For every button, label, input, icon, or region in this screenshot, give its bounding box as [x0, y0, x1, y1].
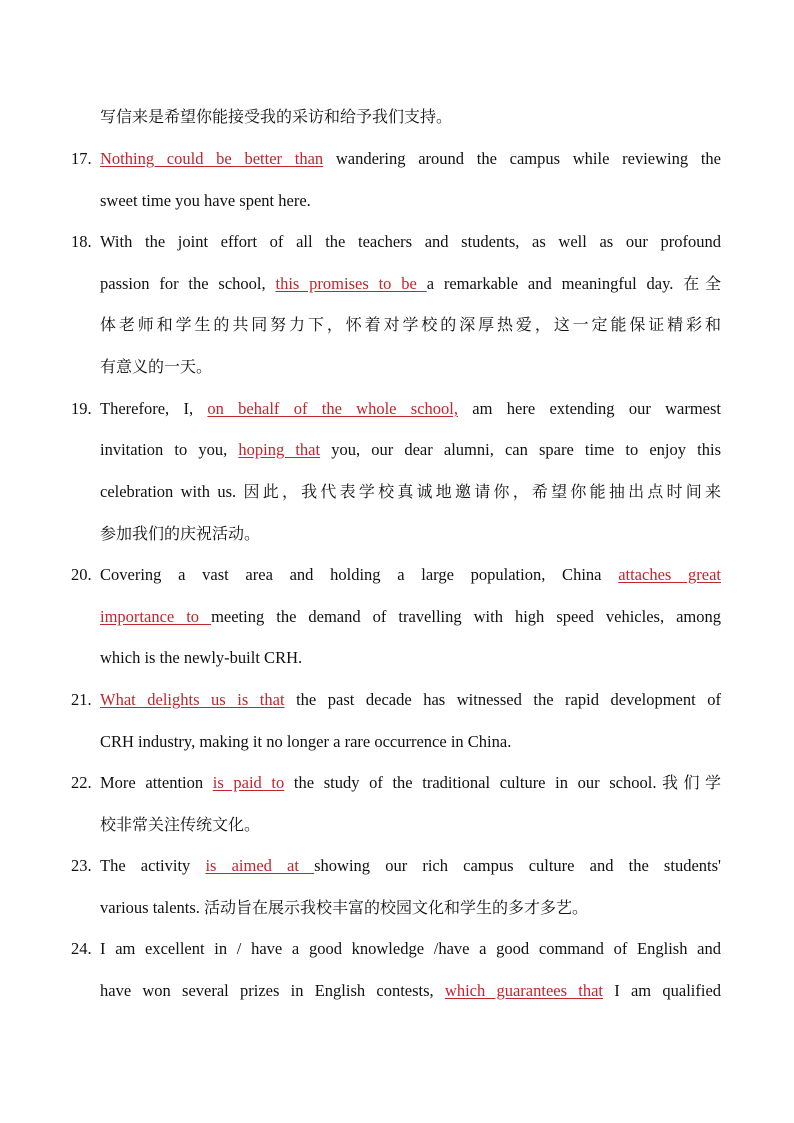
text-line — [100, 978, 721, 1004]
text-segment: you, our dear alumni, can spare time to enjoy this — [320, 440, 721, 459]
text-segment: With the joint effort of all the teachers and students, as well as our profound — [100, 232, 721, 251]
text-segment: the study of the traditional culture in our school. — [284, 773, 657, 792]
text-line — [100, 479, 721, 505]
text-line — [100, 437, 721, 463]
chinese-translation: 有意义的一天。 — [100, 357, 213, 376]
text-line — [100, 812, 721, 838]
highlighted-phrase: which guarantees that — [444, 981, 603, 1000]
text-segment: More attention — [100, 773, 213, 792]
item-number: 23. — [71, 856, 92, 875]
chinese-translation: 我们学 — [656, 773, 721, 792]
text-segment: celebration with us. — [100, 482, 244, 501]
text-line — [100, 645, 721, 671]
item-number: 17. — [71, 149, 92, 168]
text-segment: I am excellent in / have a good knowledge /have a good command of English and — [100, 939, 721, 958]
text-segment: wandering around the campus while reviewing the — [323, 149, 721, 168]
text-line — [100, 188, 721, 214]
text-line — [100, 146, 721, 172]
text-segment: The activity — [100, 856, 206, 875]
text-line — [100, 895, 721, 921]
text-segment: showing our rich campus culture and the students' — [314, 856, 721, 875]
text-line — [100, 770, 721, 796]
highlighted-phrase: attaches great — [618, 565, 722, 584]
highlighted-phrase: is paid to — [212, 773, 285, 792]
text-line — [100, 229, 721, 255]
text-line — [100, 354, 721, 380]
text-line — [100, 104, 721, 130]
text-segment: meeting the demand of travelling with high speed vehicles, among — [211, 607, 721, 626]
text-line — [100, 687, 721, 713]
highlighted-phrase: is aimed at — [205, 856, 315, 875]
text-segment: sweet time you have spent here. — [100, 191, 311, 210]
chinese-translation: 体老师和学生的共同努力下，怀着对学校的深厚热爱，这一定能保证精彩和 — [100, 315, 721, 334]
item-number: 22. — [71, 773, 92, 792]
highlighted-phrase: What delights us is that — [100, 690, 285, 709]
text-line — [100, 562, 721, 588]
item-number: 24. — [71, 939, 92, 958]
highlighted-phrase: on behalf of the whole school, — [207, 399, 459, 418]
chinese-translation: 写信来是希望你能接受我的采访和给予我们支持。 — [100, 107, 453, 126]
highlighted-phrase: hoping that — [238, 440, 321, 459]
text-line — [100, 312, 721, 338]
text-line — [100, 521, 721, 547]
text-segment: a remarkable and meaningful day. — [426, 274, 684, 293]
text-segment: the past decade has witnessed the rapid development of — [284, 690, 721, 709]
text-segment: invitation to you, — [100, 440, 239, 459]
text-segment: I am qualified — [603, 981, 722, 1000]
highlighted-phrase: Nothing could be better than — [100, 149, 324, 168]
chinese-translation: 校非常关注传统文化。 — [100, 815, 261, 834]
text-line — [100, 396, 721, 422]
text-segment: am here extending our warmest — [458, 399, 721, 418]
text-segment: various talents. — [100, 898, 205, 917]
text-line — [100, 729, 721, 755]
text-segment: have won several prizes in English contests, — [100, 981, 445, 1000]
text-segment: passion for the school, — [100, 274, 276, 293]
chinese-translation: 在全 — [683, 274, 721, 293]
text-segment: which is the newly-built CRH. — [100, 648, 303, 667]
item-number: 21. — [71, 690, 92, 709]
highlighted-phrase: this promises to be — [275, 274, 427, 293]
text-line — [100, 271, 721, 297]
highlighted-phrase: importance to — [100, 607, 212, 626]
text-segment: Therefore, I, — [100, 399, 208, 418]
text-line — [100, 604, 721, 630]
text-segment: Covering a vast area and holding a large population, China — [100, 565, 619, 584]
chinese-translation: 活动旨在展示我校丰富的校园文化和学生的多才多艺。 — [204, 898, 589, 917]
text-line — [100, 936, 721, 962]
chinese-translation: 参加我们的庆祝活动。 — [100, 524, 261, 543]
chinese-translation: 因此，我代表学校真诚地邀请你，希望你能抽出点时间来 — [243, 482, 721, 501]
item-number: 19. — [71, 399, 92, 418]
text-segment: CRH industry, making it no longer a rare occurrence in China. — [100, 732, 512, 751]
item-number: 20. — [71, 565, 92, 584]
text-line — [100, 853, 721, 879]
item-number: 18. — [71, 232, 92, 251]
